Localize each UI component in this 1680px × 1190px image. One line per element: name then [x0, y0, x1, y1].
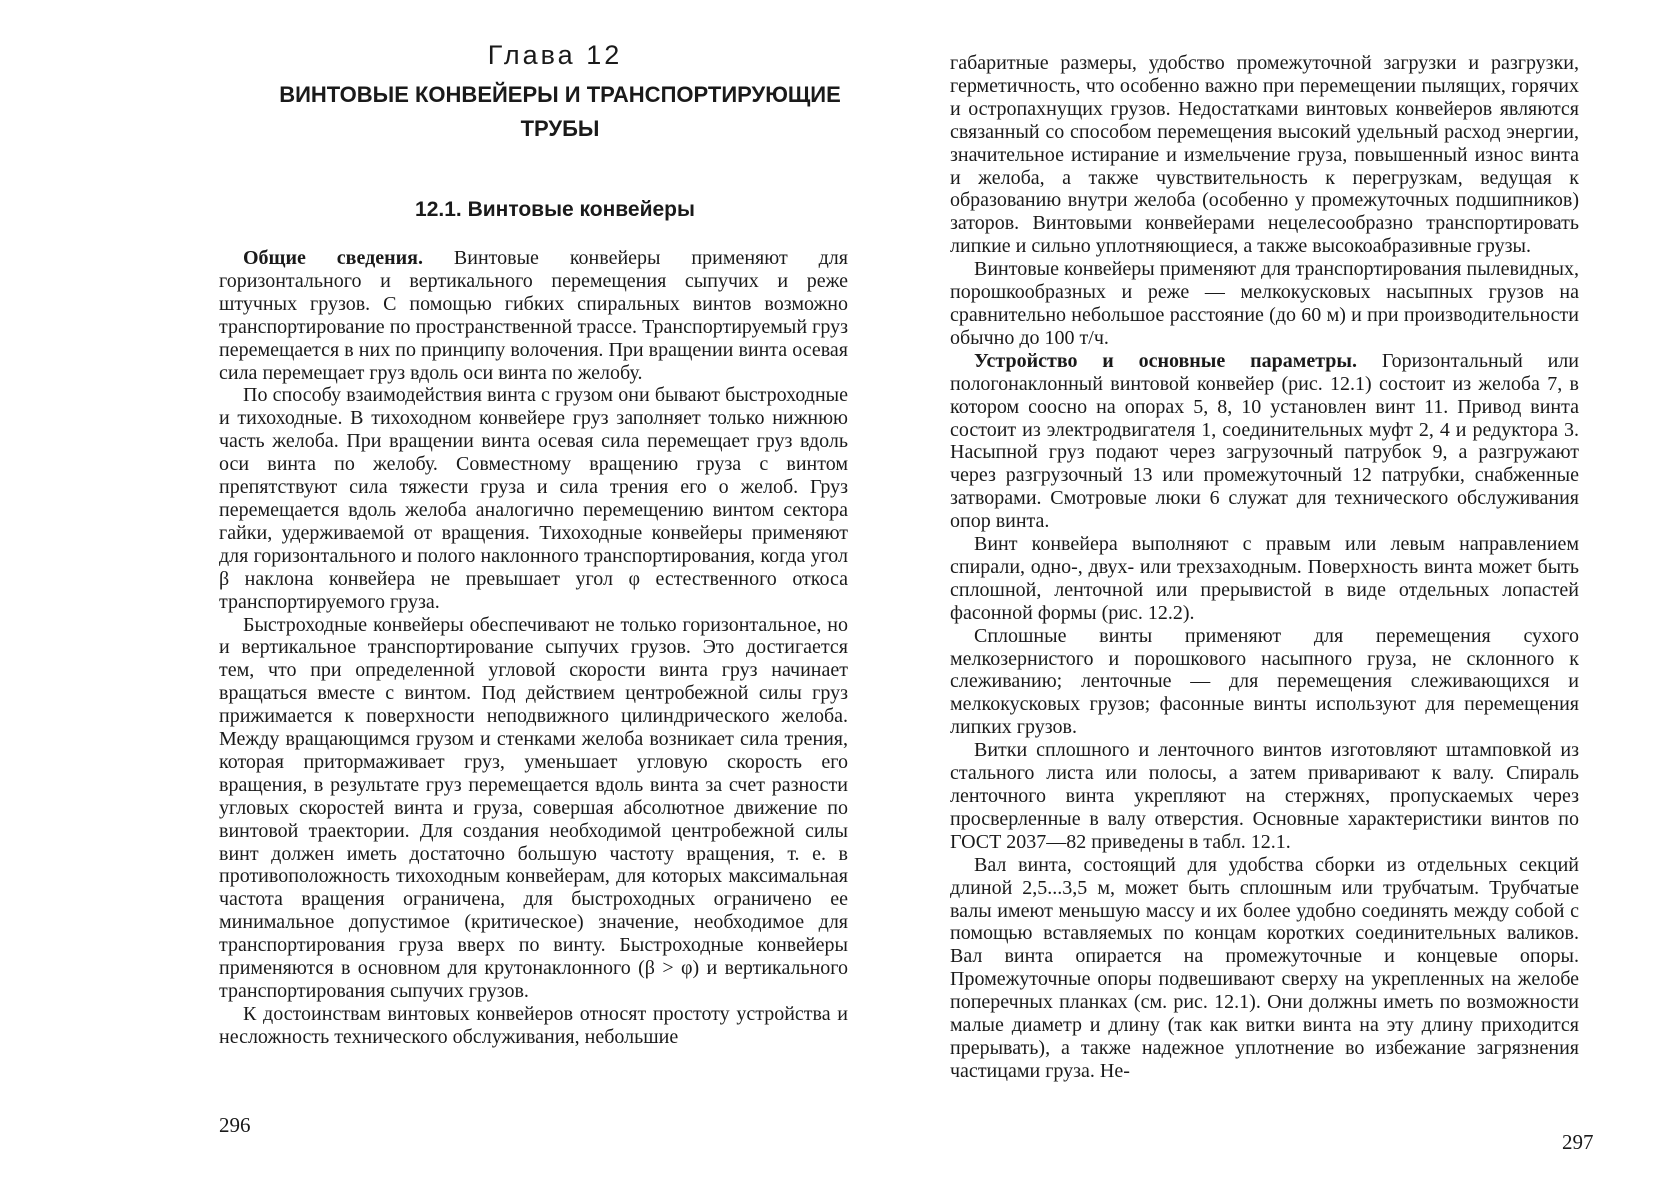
paragraph — [950, 350, 1579, 533]
paragraph-lead: Устройство и основные параметры. — [974, 349, 1358, 372]
chapter-title-line-2: ТРУБЫ — [520, 116, 600, 141]
paragraph: Винт конвейера выполняют с правым или левым направлением спирали, одно-, двух- или трехзаходным. Поверхность винта может быть сплошной, ленточной или прерывистой в виде отдельных лопастей фасонной формы (рис. 12.2). — [950, 533, 1579, 624]
chapter-label: Глава 12 — [487, 40, 623, 70]
left-page-body — [219, 247, 848, 1049]
paragraph: Быстроходные конвейеры обеспечивают не только горизонтальное, но и вертикальное транспортирование сыпучих грузов. Это достигается тем, что при определенной угловой скорости винта груз начинает вращаться вместе с винтом. Под действием центробежной силы груз прижимается к поверхности неподвижного цилиндрического желоба. Между вращающимся грузом и стенками желоба возникает сила трения, которая притормаживает груз, уменьшает угловую скорость его вращения, в результате груз перемещается вдоль винта за счет разности угловых скоростей винта и груза, совершая абсолютное движение по винтовой траектории. Для создания необходимой центробежной силы винт должен иметь достаточно большую частоту вращения, т. е. в противоположность тихоходным конвейерам, для которых максимальная частота вращения ограничена, для быстроходных ограничено ее минимальное допустимое (критическое) значение, необходимое для транспортирования груза вверх по винту. Быстроходные конвейеры применяются в основном для крутонаклонного (β > φ) и вертикального транспортирования сыпучих грузов. — [219, 613, 848, 1002]
paragraph-text: Винтовые конвейеры применяют для горизонтального и вертикального перемещения сыпучих и реже штучных грузов. С помощью гибких спиральных винтов возможно транспортирование по пространственной трассе. Транспортируемый груз перемещается в них по принципу волочения. При вращении винта осевая сила перемещает груз вдоль оси винта по желобу. — [219, 247, 848, 384]
right-page-body — [950, 52, 1579, 1083]
paragraph-text: Горизонтальный или пологонаклонный винтовой конвейер (рис. 12.1) состоит из желоба 7, в котором соосно на опорах 5, 8, 10 установлен винт 11. Привод винта состоит из электродвигателя 1, соединительных муфт 2, 4 и редуктора 3. Насыпной груз подают через загрузочный патрубок 9, а разгружают через разгрузочный 13 или промежуточный 12 патрубки, снабженные затворами. Смотровые люки 6 служат для технического обслуживания опор винта. — [950, 349, 1579, 533]
paragraph: По способу взаимодействия винта с грузом они бывают быстроходные и тихоходные. В тихоходном конвейере груз заполняет только нижнюю часть желоба. При вращении винта осевая сила перемещает груз вдоль оси винта по желобу. Совместному вращению груза с винтом препятствуют сила тяжести груза и сила трения его о желоб. Груз перемещается вдоль желоба аналогично перемещению винтом сектора гайки, удерживаемой от вращения. Тихоходные конвейеры применяют для горизонтального и полого наклонного транспортирования, когда угол β наклона конвейера не превышает угол φ естественного откоса транспортируемого груза. — [219, 384, 848, 613]
paragraph: габаритные размеры, удобство промежуточной загрузки и разгрузки, герметичность, что особенно важно при перемещении пылящих, горячих и остропахнущих грузов. Недостатками винтовых конвейеров являются связанный со способом перемещения высокий удельный расход энергии, значительное истирание и измельчение груза, повышенный износ винта и желоба, а также чувствительность к перегрузкам, ведущая к образованию внутри желоба (особенно у промежуточных подшипников) заторов. Винтовыми конвейерами нецелесообразно транспортировать липкие и сильно уплотняющиеся, а также высокоабразивные грузы. — [950, 52, 1579, 258]
paragraph: Сплошные винты применяют для перемещения сухого мелкозернистого и порошкового насыпного груза, не склонного к слеживанию; ленточные — для перемещения слеживающихся и мелкокусковых грузов; фасонные винты используют для перемещения липких грузов. — [950, 624, 1579, 739]
chapter-title-line-1: ВИНТОВЫЕ КОНВЕЙЕРЫ И ТРАНСПОРТИРУЮЩИЕ — [279, 82, 841, 107]
right-page — [840, 0, 1680, 1190]
paragraph: Витки сплошного и ленточного винтов изготовляют штамповкой из стального листа или полосы, а затем приваривают к валу. Спираль ленточного винта укрепляют на стержнях, пропускаемых через просверленные в валу отверстия. Основные характеристики винтов по ГОСТ 2037—82 приведены в табл. 12.1. — [950, 739, 1579, 853]
section-title: 12.1. Винтовые конвейеры — [415, 198, 695, 221]
paragraph — [219, 247, 848, 384]
paragraph-lead: Общие сведения. — [243, 247, 423, 269]
page-number: 296 — [219, 1113, 251, 1137]
page-number: 297 — [1562, 1130, 1594, 1154]
paragraph: Винтовые конвейеры применяют для транспортирования пылевидных, порошкообразных и реже — мелкокусковых насыпных грузов на сравнительно небольшое расстояние (до 60 м) и при производительности обычно до 100 т/ч. — [950, 258, 1579, 349]
chapter-title — [215, 78, 905, 146]
paragraph: Вал винта, состоящий для удобства сборки из отдельных секций длиной 2,5...3,5 м, может быть сплошным или трубчатым. Трубчатые валы имеют меньшую массу и их более удобно соединять между собой с помощью вставляемых по концам коротких соединительных валиков. Вал винта опирается на промежуточные и концевые опоры. Промежуточные опоры подвешивают сверху на укрепленных на желобе поперечных планках (см. рис. 12.1). Они должны иметь по возможности малые диаметр и длину (так как витки винта на эту длину приходится прерывать), а также надежное уплотнение во избежание загрязнения частицами груза. Не- — [950, 853, 1579, 1082]
paragraph: К достоинствам винтовых конвейеров относят простоту устройства и несложность технического обслуживания, небольшие — [219, 1002, 848, 1048]
